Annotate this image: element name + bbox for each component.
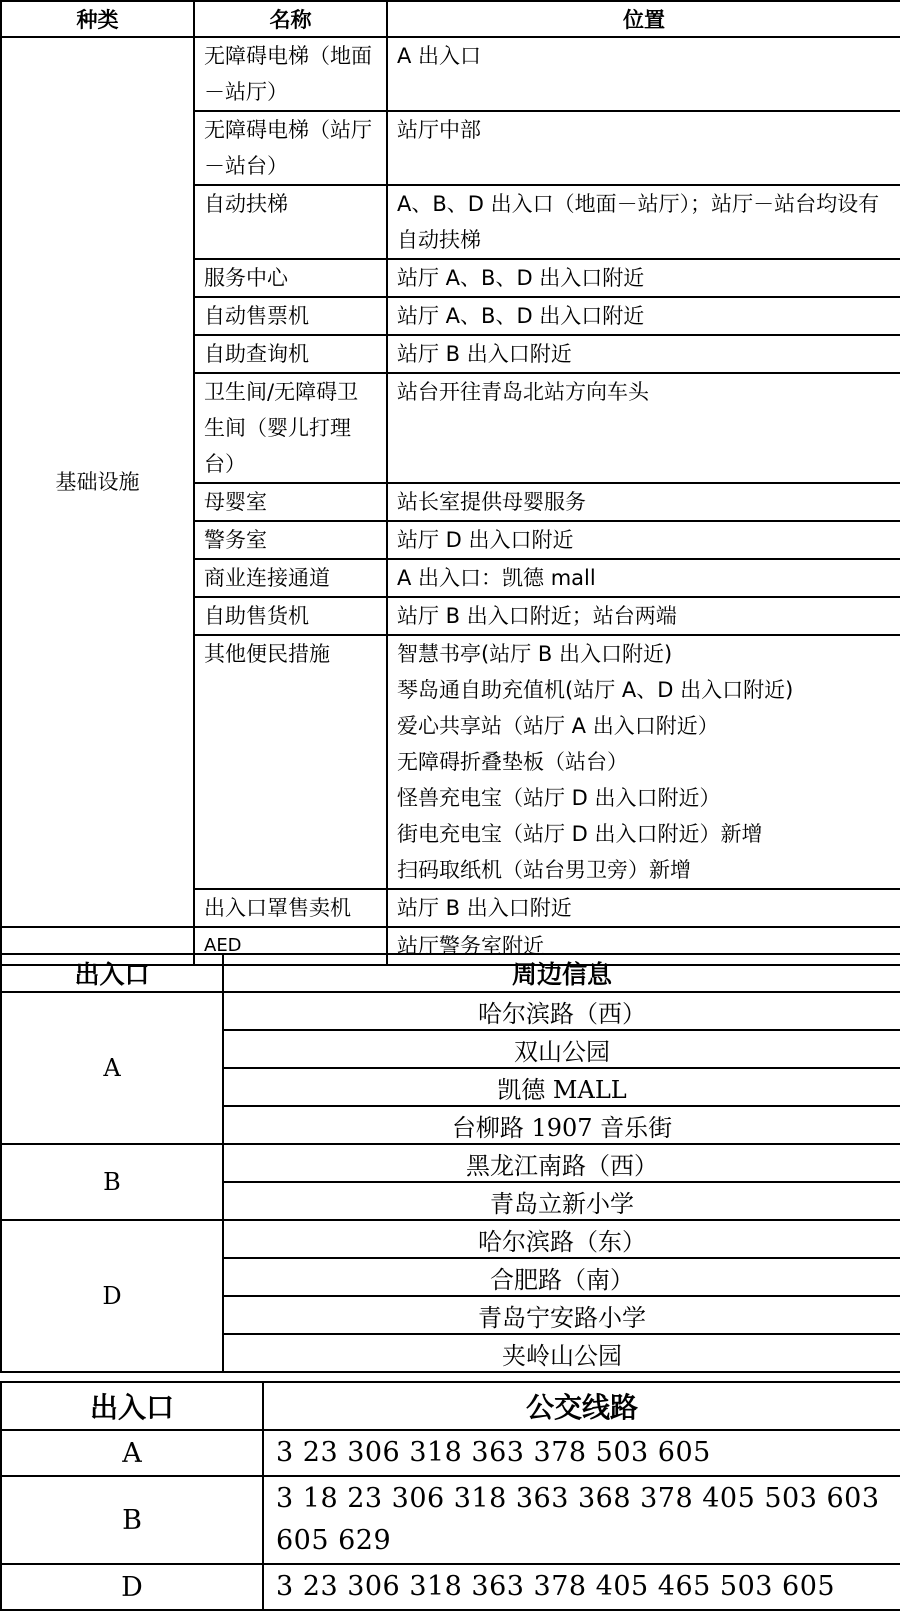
list-item: 爱心共享站（站厅 A 出入口附近） — [397, 714, 719, 738]
bus-routes: 3 18 23 306 318 363 368 378 405 503 603 605 629 — [263, 1476, 900, 1564]
table-row — [1, 37, 900, 111]
facility-name: 卫生间/无障碍卫生间（婴儿打理台） — [194, 373, 387, 483]
facility-location: A 出入口：凯德 mall — [387, 559, 900, 597]
list-item: 扫码取纸机（站台男卫旁）新增 — [397, 858, 691, 882]
entrance-label: D — [1, 1220, 223, 1372]
header-bus-routes: 公交线路 — [263, 1382, 900, 1430]
table-row — [1, 1476, 900, 1564]
table-row — [1, 1220, 900, 1258]
facility-name: 自助查询机 — [194, 335, 387, 373]
table-row — [1, 1144, 900, 1182]
header-entrance: 出入口 — [1, 954, 223, 992]
entrance-label: D — [1, 1564, 263, 1610]
list-item: 琴岛通自助充值机(站厅 A、D 出入口附近) — [397, 678, 794, 702]
surrounding-item: 哈尔滨路（西） — [223, 992, 900, 1030]
header-location: 位置 — [387, 1, 900, 37]
list-item: 街电充电宝（站厅 D 出入口附近）新增 — [397, 822, 763, 846]
facility-name: AED — [194, 927, 387, 965]
bus-routes: 3 23 306 318 363 378 503 605 — [263, 1430, 900, 1476]
facility-location: 站厅 D 出入口附近 — [387, 521, 900, 559]
entrance-label: B — [1, 1476, 263, 1564]
list-item: 智慧书亭(站厅 B 出入口附近) — [397, 642, 673, 666]
facility-name: 自动售票机 — [194, 297, 387, 335]
header-name: 名称 — [194, 1, 387, 37]
facility-name: 无障碍电梯（站厅－站台） — [194, 111, 387, 185]
list-item: 怪兽充电宝（站厅 D 出入口附近） — [397, 786, 721, 810]
facility-name: 母婴室 — [194, 483, 387, 521]
entrance-label: A — [1, 1430, 263, 1476]
list-item: 无障碍折叠垫板（站台） — [397, 750, 628, 774]
facility-name: 警务室 — [194, 521, 387, 559]
surrounding-item: 凯德 MALL — [223, 1068, 900, 1106]
bus-routes-table — [0, 1381, 900, 1611]
facility-location: 站厅 A、B、D 出入口附近 — [387, 259, 900, 297]
surrounding-item: 合肥路（南） — [223, 1258, 900, 1296]
facility-location: 站台开往青岛北站方向车头 — [387, 373, 900, 483]
surrounding-item: 黑龙江南路（西） — [223, 1144, 900, 1182]
surrounding-item: 青岛宁安路小学 — [223, 1296, 900, 1334]
facility-name: 商业连接通道 — [194, 559, 387, 597]
facility-name: 无障碍电梯（地面－站厅） — [194, 37, 387, 111]
facility-name: 其他便民措施 — [194, 635, 387, 889]
facility-location: 站厅 B 出入口附近 — [387, 889, 900, 927]
table-row — [1, 1564, 900, 1610]
bus-header-row — [1, 1382, 900, 1430]
facility-location: 站厅警务室附近 — [387, 927, 900, 965]
facility-location: 站厅 A、B、D 出入口附近 — [387, 297, 900, 335]
facility-name: 服务中心 — [194, 259, 387, 297]
facility-location: 站厅 B 出入口附近 — [387, 335, 900, 373]
facility-name: 自动扶梯 — [194, 185, 387, 259]
table-row — [1, 1430, 900, 1476]
header-category: 种类 — [1, 1, 194, 37]
category-cell: 基础设施 — [1, 37, 194, 927]
facilities-header-row — [1, 1, 900, 37]
facility-location: 站厅中部 — [387, 111, 900, 185]
surrounding-item: 青岛立新小学 — [223, 1182, 900, 1220]
surrounding-item: 双山公园 — [223, 1030, 900, 1068]
header-surroundings: 周边信息 — [223, 954, 900, 992]
facility-name: 出入口罩售卖机 — [194, 889, 387, 927]
facility-location: 站长室提供母婴服务 — [387, 483, 900, 521]
entrance-label: A — [1, 992, 223, 1144]
facility-name: 自助售货机 — [194, 597, 387, 635]
facility-location: A、B、D 出入口（地面－站厅）；站厅－站台均设有自动扶梯 — [387, 185, 900, 259]
facility-location: 站厅 B 出入口附近；站台两端 — [387, 597, 900, 635]
facility-location: A 出入口 — [387, 37, 900, 111]
surrounding-item: 台柳路 1907 音乐街 — [223, 1106, 900, 1144]
surroundings-table — [0, 953, 900, 1373]
header-entrance: 出入口 — [1, 1382, 263, 1430]
facility-location-list — [387, 635, 900, 889]
bus-routes: 3 23 306 318 363 378 405 465 503 605 — [263, 1564, 900, 1610]
surroundings-header-row — [1, 954, 900, 992]
table-row — [1, 992, 900, 1030]
entrance-label: B — [1, 1144, 223, 1220]
surrounding-item: 哈尔滨路（东） — [223, 1220, 900, 1258]
surrounding-item: 夹岭山公园 — [223, 1334, 900, 1372]
